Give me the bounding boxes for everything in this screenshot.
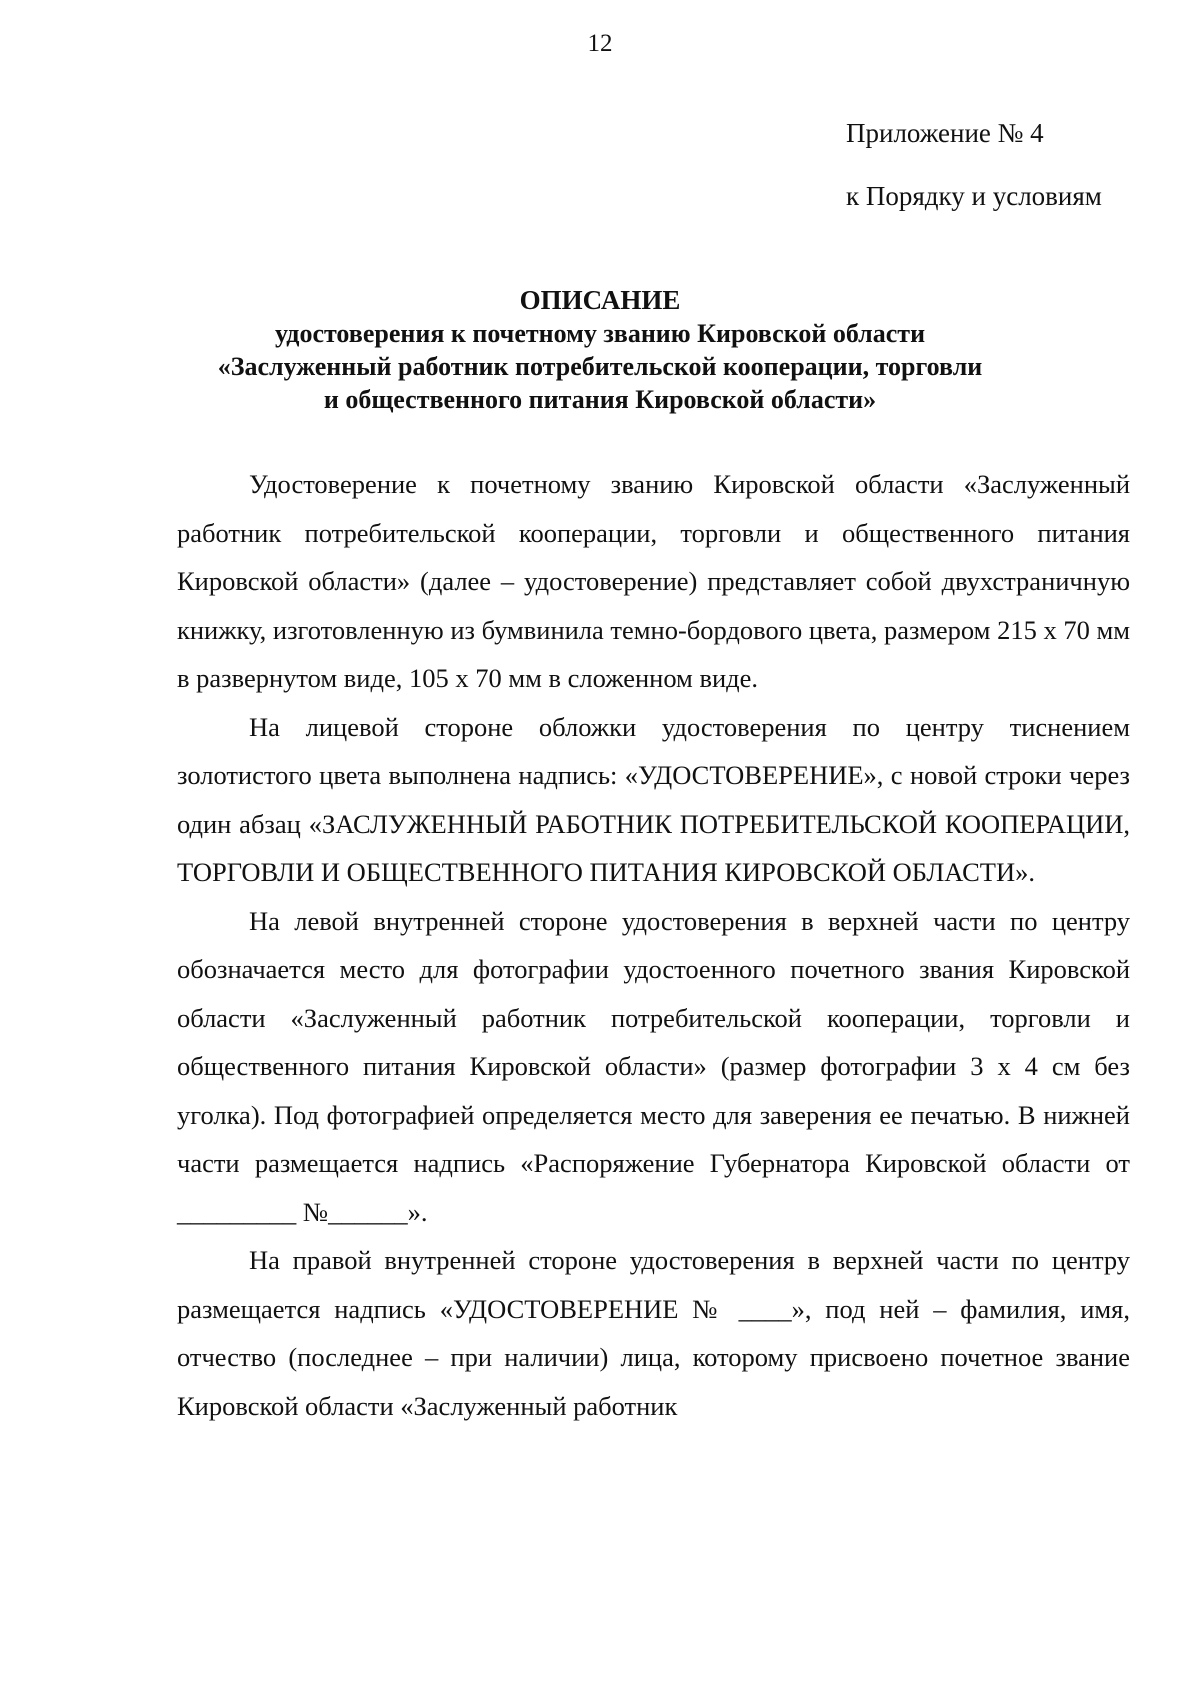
paragraph-2: На лицевой стороне обложки удостоверения по центру тиснением золотистого цвета выполнена надпись: «УДОСТОВЕРЕНИЕ», с новой строки через один абзац «ЗАСЛУЖЕННЫЙ РАБОТНИК ПОТРЕБИТЕЛЬСКОЙ КООПЕРАЦИИ, ТОРГОВЛИ И ОБЩЕСТВЕННОГО ПИТАНИЯ КИРОВСКОЙ ОБЛАСТИ». bbox=[177, 711, 1130, 887]
title-line-2: удостоверения к почетному званию Кировской области bbox=[274, 319, 926, 348]
paragraph-1: Удостоверение к почетному званию Кировской области «Заслуженный работник потребительской кооперации, торговли и общественного питания Кировской области» (далее – удостоверение) представляет собой двухстраничную книжку, изготовленную из бумвинила темно-бордового цвета, размером 215 х 70 мм в развернутом виде, 105 х 70 мм в сложенном виде. bbox=[177, 469, 1130, 693]
title-line-4: и общественного питания Кировской области» bbox=[323, 385, 877, 414]
page-number: 12 bbox=[587, 30, 613, 57]
appendix-reference: к Порядку и условиям bbox=[846, 181, 1102, 211]
appendix-number: Приложение № 4 bbox=[846, 118, 1044, 148]
paragraph-4: На правой внутренней стороне удостоверения в верхней части по центру размещается надпись «УДОСТОВЕРЕНИЕ № ____», под ней – фамилия, имя, отчество (последнее – при наличии) лица, которому присвоено почетное звание Кировской области «Заслуженный работник bbox=[177, 1245, 1130, 1421]
title-heading: ОПИСАНИЕ bbox=[519, 285, 681, 315]
title-line-3: «Заслуженный работник потребительской кооперации, торговли bbox=[217, 352, 983, 381]
paragraph-3: На левой внутренней стороне удостоверения в верхней части по центру обозначается место для фотографии удостоенного почетного звания Кировской области «Заслуженный работник потребительской кооперации, торговли и общественного питания Кировской области» (размер фотографии 3 х 4 см без уголка). Под фотографией определяется место для заверения ее печатью. В нижней части размещается надпись «Распоряжение Губернатора Кировской области от _________ №______». bbox=[177, 905, 1130, 1227]
document-title bbox=[100, 283, 1100, 416]
document-body bbox=[177, 460, 1130, 1430]
